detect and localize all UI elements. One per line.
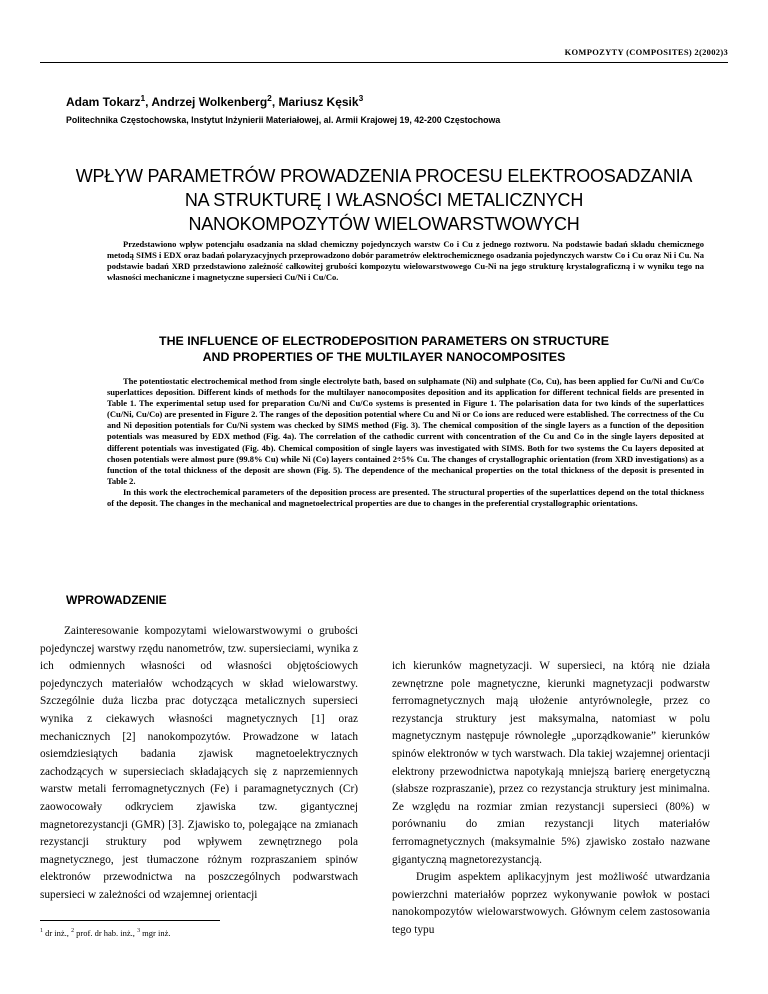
footnote-text: dr inż., bbox=[42, 928, 72, 938]
authors: Adam Tokarz$^1$, Andrzej Wolkenberg$^2$, Mariusz Kęsik$^3$ bbox=[66, 93, 364, 109]
body-paragraph: ich kierunków magnetyzacji. W supersieci, na którą nie działa zewnętrzne pole magnetyczne, kierunki magnetyzacji podwarstw ferromagnetycznych mają ułożenie antyrównoległe, przez co rezystancja struktury jest maksymalna, natomiast w polu magnetycznym następuje równoległe „uporządkowanie” kierunków spinów elektronów w tych warstwach. Dla takiej wzajemnej orientacji elektrony przewodnictwa napotykają mniejszą barierę energetyczną (słabsze rozpraszanie), przez co rezystancja struktury jest minimalna. Ze względu na rozmiar zmian rezystancji supersieci (80%) w porównaniu do zmian rezystancji litych materiałów ferromagnetycznych (maksymalnie 5%) zjawisko zostało nazwane gigantyczną magnetorezystancją. bbox=[392, 660, 710, 866]
body-paragraph: Zainteresowanie kompozytami wielowarstwowymi o grubości pojedynczej warstwy rzędu nanometrów, tzw. supersieciami, wynika z ich odmiennych własności od własności objętościowych pojedynczych materiałów wchodzących w skład wielowarstwy. Szczególnie duża liczba prac dotycząca metalicznych supersieci wynika z ciekawych własności magnetycznych [1] oraz mechanicznych [2] nanokompozytów. Prowadzone w latach osiemdziesiątych badania zjawisk magnetoelektrycznych zachodzących w supersieciach składających się z naprzemiennych warstw metali ferromagnetycznych (Fe) i paramagnetycznych (Cr) zaowocowały odkryciem zjawiska tzw. gigantycznej magnetorezystancji (GMR) [3]. Zjawisko to, polegające na zmianach rezystancji struktury pod wpływem zewnętrznego pola magnetycznego, jest tłumaczone różnym rozpraszaniem spinów elektronów przewodnictwa na poszczególnych podwarstwach supersieci w zależności od wzajemnej orientacji bbox=[40, 625, 358, 901]
author-mark: 2 bbox=[267, 93, 272, 103]
title-en-line: AND PROPERTIES OF THE MULTILAYER NANOCOMPOSITES bbox=[202, 350, 566, 364]
title-pl bbox=[60, 164, 708, 236]
footnote-mark: 2 bbox=[71, 928, 75, 935]
section-heading: WPROWADZENIE bbox=[66, 593, 167, 607]
title-pl-line: WPŁYW PARAMETRÓW PROWADZENIA PROCESU ELEKTROOSADZANIA bbox=[75, 166, 693, 186]
body-column-right bbox=[392, 658, 710, 940]
author-name: Mariusz Kęsik bbox=[278, 95, 359, 109]
footnote-rule bbox=[40, 920, 220, 921]
abstract-en bbox=[107, 376, 704, 509]
body-column-left bbox=[40, 623, 358, 905]
journal-header: KOMPOZYTY (COMPOSITES) 2(2002)3 bbox=[564, 47, 728, 57]
author-mark: 3 bbox=[358, 93, 364, 103]
footnote bbox=[40, 928, 170, 938]
author-name: Andrzej Wolkenberg bbox=[151, 95, 268, 109]
abstract-en-paragraph: In this work the electrochemical parameters of the deposition process are presented. The structural properties of the superlattices depend on the total thickness of the deposit. The changes in the mechanical and magnetoelectrical properties are due to changes in the preferential crystallographic orientations. bbox=[107, 486, 704, 509]
abstract-pl: Przedstawiono wpływ potencjału osadzania na skład chemiczny pojedynczych warstw Co i Cu z jednego roztworu. Na podstawie badań składu chemicznego metodą SIMS i EDX oraz badań polaryzacyjnych przeprowadzono dobór parametrów elektrochemicznego osadzania pojedynczych warstw Co i Cu oraz Ni i Cu. Na podstawie badań XRD przedstawiono zależność całkowitej grubości kompozytu wielowarstwowego Cu-Ni na jego strukturę krystalograficzną i w wyniku tego na własności mechaniczne i magnetyczne supersieci Cu/Ni i Cu/Co. bbox=[107, 239, 704, 283]
header-rule bbox=[40, 62, 728, 63]
author-mark: 1 bbox=[140, 93, 146, 103]
title-pl-line: NA STRUKTURĘ I WŁASNOŚCI METALICZNYCH bbox=[184, 190, 584, 210]
footnote-mark: 3 bbox=[137, 928, 141, 935]
title-en bbox=[60, 333, 708, 365]
title-pl-line: NANOKOMPOZYTÓW WIELOWARSTWOWYCH bbox=[188, 214, 580, 234]
footnote-text: prof. dr hab. inż., bbox=[74, 928, 138, 938]
title-en-line: THE INFLUENCE OF ELECTRODEPOSITION PARAMETERS ON STRUCTURE bbox=[159, 334, 609, 348]
body-paragraph: Drugim aspektem aplikacyjnym jest możliwość utwardzania powierzchni materiałów poprzez wykonywanie powłok w postaci nanokompozytów wielowarstwowych. Głównym celem zastosowania tego typu bbox=[392, 871, 710, 936]
author-name: Adam Tokarz bbox=[66, 95, 141, 109]
affiliation: Politechnika Częstochowska, Instytut Inżynierii Materiałowej, al. Armii Krajowej 19, 42-200 Częstochowa bbox=[66, 115, 501, 125]
abstract-en-paragraph: The potentiostatic electrochemical method from single electrolyte bath, based on sulphamate (Ni) and sulphate (Co, Cu), has been applied for Cu/Ni and Cu/Co superlattices deposition. Different kinds of methods for the multilayer nanocomposites deposition and its application for different technical fields are presented in Table 1. The experimental setup used for preparation Cu/Ni and Cu/Co systems is presented in Figure 1. The polarisation data for two kinds of the superlattices (Cu/Ni, Cu/Co) are presented in Figure 2. The ranges of the deposition potential where Cu and Ni or Co ions are reduced were established. The correctness of the Cu and Ni deposition potentials for Cu/Ni system was checked by SIMS method (Fig. 3). The chemical composition of the single layers as a function of the deposition potentials was measured by EDX method (Fig. 4a). The correlation of the cathodic current with concentration of the Cu and Co in the single layers deposited at different potentials was investigated (Fig. 4b). Chemical composition of single layers was investigated with SIMS. Both for two systems the Cu layers deposited at chosen potentials were almost pure (99.8% Cu) while Ni (Co) layers contained 2÷5% Cu. The changes of crystallographic orientation (from XRD investigations) as a function of the total thickness of the deposit are shown (Fig. 5). The dependence of the mechanical properties on the total thickness of the deposit is presented in Table 2. bbox=[107, 376, 704, 486]
footnote-text: mgr inż. bbox=[140, 928, 171, 938]
footnote-mark: 1 bbox=[40, 928, 43, 935]
